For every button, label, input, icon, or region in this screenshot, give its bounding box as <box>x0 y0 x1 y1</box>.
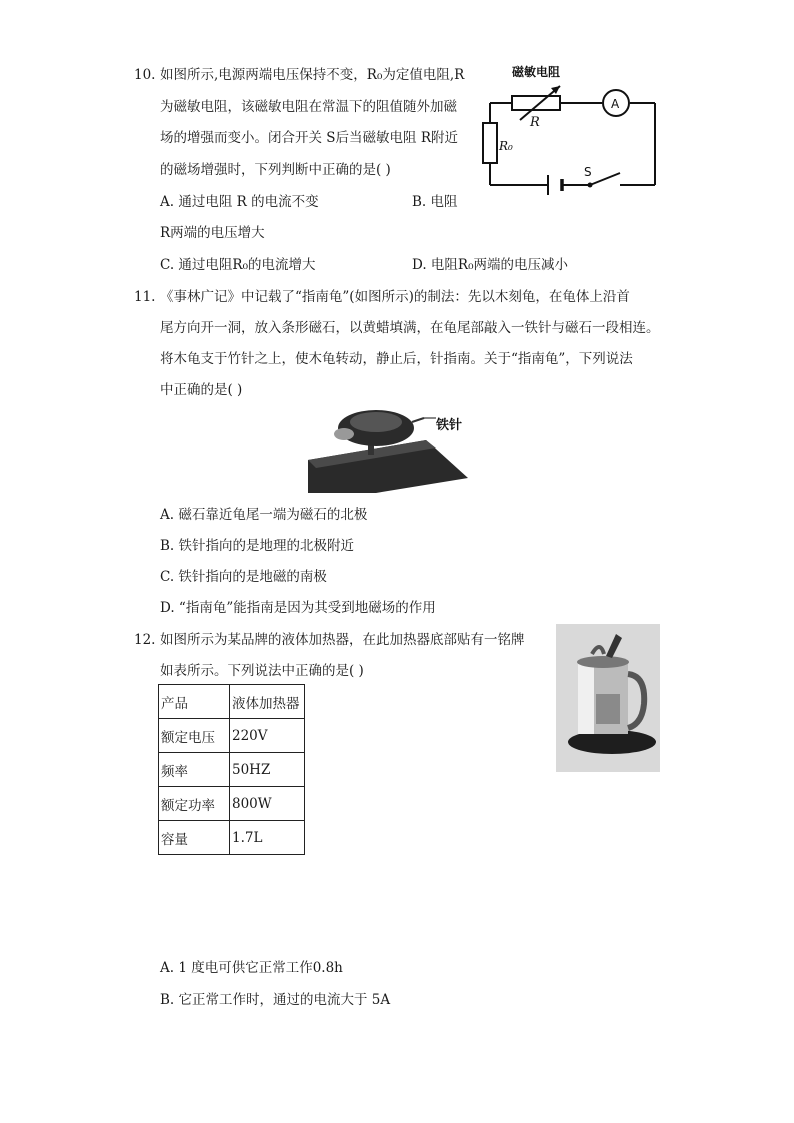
q10-line-3: 场的增强而变小。闭合开关 S后当磁敏电阻 R附近 <box>160 130 458 146</box>
q11-line-3: 将木龟支于竹针之上，使木龟转动，静止后，针指南。关于“指南龟”，下列说法 <box>160 351 633 367</box>
q10-option-b: B. 电阻 <box>412 194 458 210</box>
fixed-resistor-symbol <box>483 123 497 163</box>
table-cell: 220V <box>230 719 305 753</box>
circuit-title: 磁敏电阻 <box>512 65 561 79</box>
circuit-r-label: R <box>530 115 540 130</box>
table-cell: 额定电压 <box>159 719 230 753</box>
q12-number: 12. <box>134 632 156 648</box>
table-row <box>159 719 305 753</box>
liquid-heater-photo <box>556 624 660 772</box>
table-cell: 产品 <box>159 685 230 719</box>
q10-line-2: 为磁敏电阻，该磁敏电阻在常温下的阻值随外加磁 <box>160 99 457 115</box>
table-cell: 50HZ <box>230 753 305 787</box>
table-cell: 容量 <box>159 821 230 855</box>
q10-line-4: 的磁场增强时，下列判断中正确的是( ) <box>160 162 391 178</box>
circuit-diagram <box>480 58 665 198</box>
circuit-r0-label: R₀ <box>499 139 513 153</box>
table-cell: 额定功率 <box>159 787 230 821</box>
q12-line-2: 如表所示。下列说法中正确的是( ) <box>160 663 364 679</box>
q10-option-c: C. 通过电阻R₀的电流增大 <box>160 257 316 273</box>
nameplate-table <box>158 684 305 855</box>
circuit-ammeter-label: A <box>611 97 620 111</box>
q11-line-4: 中正确的是( ) <box>160 382 243 398</box>
q11-line-1: 《事林广记》中记载了“指南龟”(如图所示)的制法：先以木刻龟，在龟体上沿首 <box>160 289 630 305</box>
q12-option-a: A. 1 度电可供它正常工作0.8h <box>160 960 343 976</box>
table-row <box>159 821 305 855</box>
q11-number: 11. <box>134 289 156 305</box>
table-row <box>159 753 305 787</box>
table-cell: 频率 <box>159 753 230 787</box>
q10-option-b-continued: R两端的电压增大 <box>160 225 265 241</box>
magnetoresistor-symbol <box>512 96 560 110</box>
compass-turtle-figure <box>306 400 496 495</box>
circuit-switch-label: S <box>584 165 592 179</box>
q11-line-2: 尾方向开一洞，放入条形磁石，以黄蜡填满，在龟尾部敲入一铁针与磁石一段相连。 <box>160 320 660 336</box>
table-row <box>159 685 305 719</box>
q11-option-d: D. “指南龟”能指南是因为其受到地磁场的作用 <box>160 600 436 616</box>
q12-option-b: B. 它正常工作时，通过的电流大于 5A <box>160 992 391 1008</box>
table-cell: 液体加热器 <box>230 685 305 719</box>
q12-line-1: 如图所示为某品牌的液体加热器，在此加热器底部贴有一铭牌 <box>160 632 525 648</box>
q10-option-a: A. 通过电阻 R 的电流不变 <box>160 194 319 210</box>
q10-line-1: 如图所示,电源两端电压保持不变，R₀为定值电阻,R <box>160 67 465 83</box>
q11-option-b: B. 铁针指向的是地理的北极附近 <box>160 538 355 554</box>
iron-needle-label: 铁针 <box>436 418 463 433</box>
table-cell: 800W <box>230 787 305 821</box>
q11-option-a: A. 磁石靠近龟尾一端为磁石的北极 <box>160 507 368 523</box>
switch-lever-icon <box>590 173 620 185</box>
table-cell: 1.7L <box>230 821 305 855</box>
q10-option-d: D. 电阻R₀两端的电压减小 <box>412 257 569 273</box>
q11-option-c: C. 铁针指向的是地磁的南极 <box>160 569 327 585</box>
table-row <box>159 787 305 821</box>
q10-number: 10. <box>134 67 156 83</box>
